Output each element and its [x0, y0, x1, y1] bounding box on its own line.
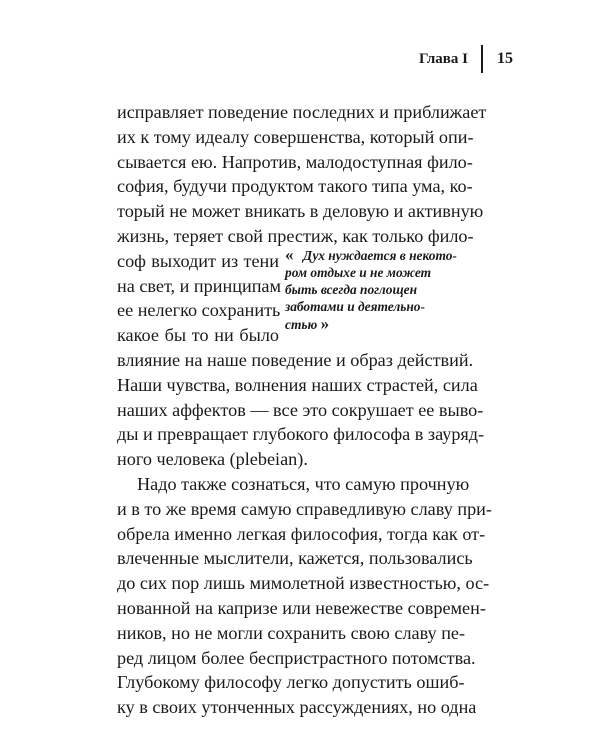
text-line: их к тому идеалу совершенства, который опи-: [117, 126, 474, 147]
chapter-label: Глава I: [419, 50, 468, 67]
open-quote-mark: «: [285, 244, 294, 264]
text-line: нованной на капризе или невежестве современ-: [117, 597, 486, 618]
close-quote-mark: »: [320, 313, 330, 333]
text-line: и в то же время самую справедливую славу при-: [117, 498, 492, 519]
pull-quote-line: Дух нуждается в некото-: [303, 247, 457, 263]
text-line: до сих пор лишь мимолетной известностью, ос-: [117, 573, 490, 594]
paragraph-2: [117, 472, 492, 720]
text-line: обрела именно легкая философия, тогда как от-: [117, 523, 486, 544]
pull-quote-line: стью: [285, 316, 318, 332]
wrap-zone: [117, 244, 457, 348]
pull-quote-line: заботами и деятельно-: [285, 298, 425, 314]
text-line: Глубокому философу легко допустить ошиб-: [117, 672, 465, 693]
text-line: ку в своих утонченных рассуждениях, но одна: [117, 697, 477, 718]
text-line: исправляет поведение последних и приближает: [117, 102, 487, 122]
text-line: ред лицом более беспристрастного потомства.: [117, 647, 476, 668]
pull-quote-last-line: [285, 315, 461, 333]
text-line: влияние на наше поведение и образ действий.: [117, 349, 474, 370]
text-line: наших аффектов — все это сокрушает ее выво-: [117, 399, 484, 420]
text-line: Наши чувства, волнения наших страстей, сила: [117, 374, 478, 395]
header-divider: [481, 45, 483, 73]
text-line: софия, будучи продуктом такого типа ума, ко-: [117, 176, 473, 197]
text-line: торый не может вникать в деловую и активную: [117, 201, 484, 222]
text-line: какое бы то ни было: [117, 325, 279, 346]
body-text: [117, 100, 492, 720]
paragraph-1: [117, 100, 487, 472]
text-line: соф выходит из тени: [117, 250, 279, 271]
text-line: ного человека (plebeian).: [117, 449, 308, 470]
running-head: [419, 44, 513, 74]
text-line: Надо также сознаться, что самую прочную: [137, 473, 470, 494]
pull-quote: [285, 244, 461, 333]
text-line: жизнь, теряет свой престиж, как только фило-: [117, 225, 474, 246]
text-line: сывается ею. Напротив, малодоступная фило-: [117, 151, 473, 172]
pull-quote-line: ром отдыхе и не может: [285, 264, 432, 280]
pull-quote-line: быть всегда поглощен: [285, 281, 418, 297]
text-line: на свет, и принципам: [117, 275, 282, 296]
text-line: ее нелегко сохранить: [117, 300, 281, 321]
text-line: ды и превращает глубокого философа в зауряд-: [117, 424, 485, 445]
page-number: 15: [497, 50, 513, 67]
text-line: влеченные мыслители, кажется, пользовались: [117, 548, 473, 569]
text-line: ников, но не могли сохранить свою славу пе-: [117, 622, 466, 643]
